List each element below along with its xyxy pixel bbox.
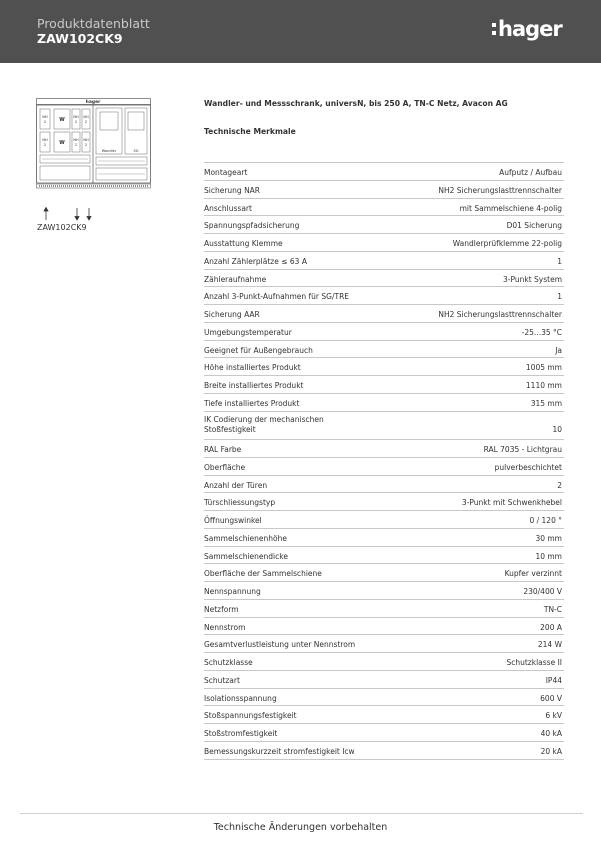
drawing-nh-size: 2	[43, 120, 47, 124]
spec-label: Netzform	[204, 604, 239, 614]
spec-value: 0 / 120 °	[529, 516, 562, 525]
spec-value: Kupfer verzinnt	[504, 569, 562, 579]
spec-value: Wandlerprüfklemme 22-polig	[452, 239, 562, 248]
spec-value: mit Sammelschiene 4-polig	[459, 203, 562, 213]
spec-label: Breite installiertes Produkt	[204, 381, 304, 390]
cable-entry-arrows	[36, 207, 106, 221]
drawing-nh-label: NH	[42, 115, 48, 119]
spec-row	[204, 493, 564, 511]
drawing-nh-size: 2	[74, 143, 78, 147]
spec-label: Sammelschienendicke	[204, 551, 288, 561]
spec-value: 10	[552, 424, 562, 434]
arrow-down-head	[87, 217, 91, 221]
drawing-nh-label: NH	[83, 138, 89, 142]
spec-value: 600 V	[540, 693, 562, 703]
spec-value: 20 kA	[540, 746, 562, 756]
spec-label: Tiefe installiertes Produkt	[204, 398, 300, 408]
drawing-nh-size: 2	[84, 120, 88, 124]
arrow-up-head	[44, 208, 48, 212]
spec-value: 1005 mm	[525, 363, 562, 373]
spec-label: Spannungspfadsicherung	[204, 221, 300, 231]
spec-value: RAL 7035 - Lichtgrau	[483, 445, 562, 454]
spec-label: Anzahl 3-Punkt-Aufnahmen für SG/TRE	[204, 292, 350, 302]
drawing-nh-label: NH	[42, 138, 48, 142]
spec-value: 200 A	[540, 622, 562, 632]
spec-row	[204, 458, 564, 476]
spec-row	[204, 653, 564, 671]
spec-label: Anzahl der Türen	[204, 480, 268, 490]
drawing-nh-label: NH	[73, 115, 79, 119]
logo-text: hager	[498, 17, 562, 41]
spec-value: 3-Punkt mit Schwenkhebel	[461, 498, 562, 508]
spec-row	[204, 270, 564, 288]
spec-value: NH2 Sicherungslasttrennschalter	[438, 310, 562, 319]
spec-label: Türschliessungstyp	[204, 498, 276, 508]
spec-value: IP44	[545, 675, 562, 685]
drawing-nh-size: 2	[84, 143, 88, 147]
spec-value: pulverbeschichtet	[494, 462, 562, 472]
logo-colon-icon	[492, 21, 496, 37]
product-code: ZAW102CK9	[37, 31, 123, 46]
header-bar	[0, 0, 601, 63]
spec-row	[204, 252, 564, 270]
spec-value: D01 Sicherung	[506, 221, 562, 231]
spec-value: 2	[557, 480, 562, 490]
spec-value: 315 mm	[530, 398, 562, 408]
spec-row	[204, 564, 564, 582]
spec-row	[204, 618, 564, 636]
spec-label: Sicherung AAR	[204, 310, 260, 319]
spec-label: Anzahl Zählerplätze ≤ 63 A	[204, 256, 307, 266]
spec-row	[204, 199, 564, 217]
footer-divider	[20, 813, 583, 814]
spec-value: 1110 mm	[525, 381, 562, 390]
spec-label: Nennstrom	[204, 622, 246, 632]
spec-label: Geeignet für Außengebrauch	[204, 345, 313, 355]
spec-value: Schutzklasse II	[506, 658, 562, 667]
document-type: Produktdatenblatt	[37, 16, 150, 31]
spec-label: Anschlussart	[204, 203, 252, 213]
drawing-nh-size: 2	[43, 143, 47, 147]
spec-value: 6 kV	[545, 711, 562, 721]
spec-label: Ausstattung Klemme	[204, 239, 283, 248]
spec-row	[204, 323, 564, 341]
spec-row	[204, 287, 564, 305]
spec-label: Höhe installiertes Produkt	[204, 363, 301, 373]
spec-row	[204, 394, 564, 412]
spec-row	[204, 163, 564, 181]
spec-value: 3-Punkt System	[502, 274, 562, 284]
spec-label: Schutzklasse	[204, 658, 253, 667]
spec-row	[204, 376, 564, 394]
drawing-nh-label: NH	[83, 115, 89, 119]
spec-value: 1	[557, 292, 562, 302]
spec-value: -25...35 °C	[521, 327, 562, 337]
spec-row	[204, 742, 564, 760]
spec-row	[204, 529, 564, 547]
product-title: Wandler- und Messschrank, universN, bis 250 A, TN-C Netz, Avacon AG	[204, 99, 508, 108]
spec-label: Öffnungswinkel	[204, 516, 262, 525]
spec-row	[204, 234, 564, 252]
spec-row	[204, 305, 564, 323]
spec-row	[204, 511, 564, 529]
spec-value: 10 mm	[535, 551, 562, 561]
spec-label: RAL Farbe	[204, 445, 242, 454]
spec-row	[204, 216, 564, 234]
spec-row	[204, 635, 564, 653]
spec-row	[204, 724, 564, 742]
spec-row	[204, 412, 564, 441]
spec-label: Nennspannung	[204, 587, 261, 596]
section-title: Technische Merkmale	[204, 127, 296, 136]
spec-row	[204, 547, 564, 565]
spec-value: 40 kA	[540, 729, 562, 738]
spec-row	[204, 440, 564, 458]
spec-label: Montageart	[204, 168, 248, 177]
drawing-w-label: W	[59, 117, 65, 123]
spec-row	[204, 671, 564, 689]
spec-label: Isolationsspannung	[204, 693, 277, 703]
drawing-brand-label: hager	[85, 100, 101, 106]
hager-logo	[492, 17, 562, 41]
product-drawing	[36, 98, 151, 198]
spec-label: Bemessungskurzzeit stromfestigkeit Icw	[204, 746, 355, 756]
spec-row	[204, 358, 564, 376]
spec-label: Sammelschienenhöhe	[204, 533, 287, 543]
spec-row	[204, 476, 564, 494]
drawing-wandler-label: Wandler	[101, 149, 117, 153]
image-caption: ZAW102CK9	[37, 223, 87, 232]
spec-row	[204, 181, 564, 199]
spec-value: 230/400 V	[523, 587, 562, 596]
spec-row	[204, 706, 564, 724]
arrow-down-head	[75, 217, 79, 221]
spec-label: Umgebungstemperatur	[204, 327, 292, 337]
spec-label: Oberfläche	[204, 462, 246, 472]
spec-row	[204, 582, 564, 600]
spec-row	[204, 600, 564, 618]
drawing-sg-label: SG	[133, 149, 139, 153]
spec-value: TN-C	[543, 604, 562, 614]
spec-label: Oberfläche der Sammelschiene	[204, 569, 322, 579]
spec-label: Stoßspannungsfestigkeit	[204, 711, 297, 721]
spec-value: Ja	[555, 345, 562, 355]
spec-value: NH2 Sicherungslasttrennschalter	[438, 185, 562, 195]
spec-row	[204, 341, 564, 359]
spec-value: 214 W	[537, 640, 562, 650]
spec-label: Gesamtverlustleistung unter Nennstrom	[204, 640, 356, 650]
spec-label: Stoßstromfestigkeit	[204, 729, 278, 738]
spec-table	[204, 162, 564, 760]
spec-label: Zähleraufnahme	[204, 274, 267, 284]
footer-note: Technische Änderungen vorbehalten	[213, 822, 388, 833]
spec-label: Sicherung NAR	[204, 185, 261, 195]
drawing-w-label: W	[59, 140, 65, 146]
spec-value: 1	[557, 256, 562, 266]
drawing-nh-label: NH	[73, 138, 79, 142]
spec-value: 30 mm	[535, 533, 562, 543]
spec-label: IK Codierung der mechanischen Stoßfestigkeit	[204, 414, 324, 434]
spec-label: Schutzart	[204, 675, 240, 685]
drawing-nh-size: 2	[74, 120, 78, 124]
spec-row	[204, 689, 564, 707]
spec-value: Aufputz / Aufbau	[499, 168, 562, 177]
